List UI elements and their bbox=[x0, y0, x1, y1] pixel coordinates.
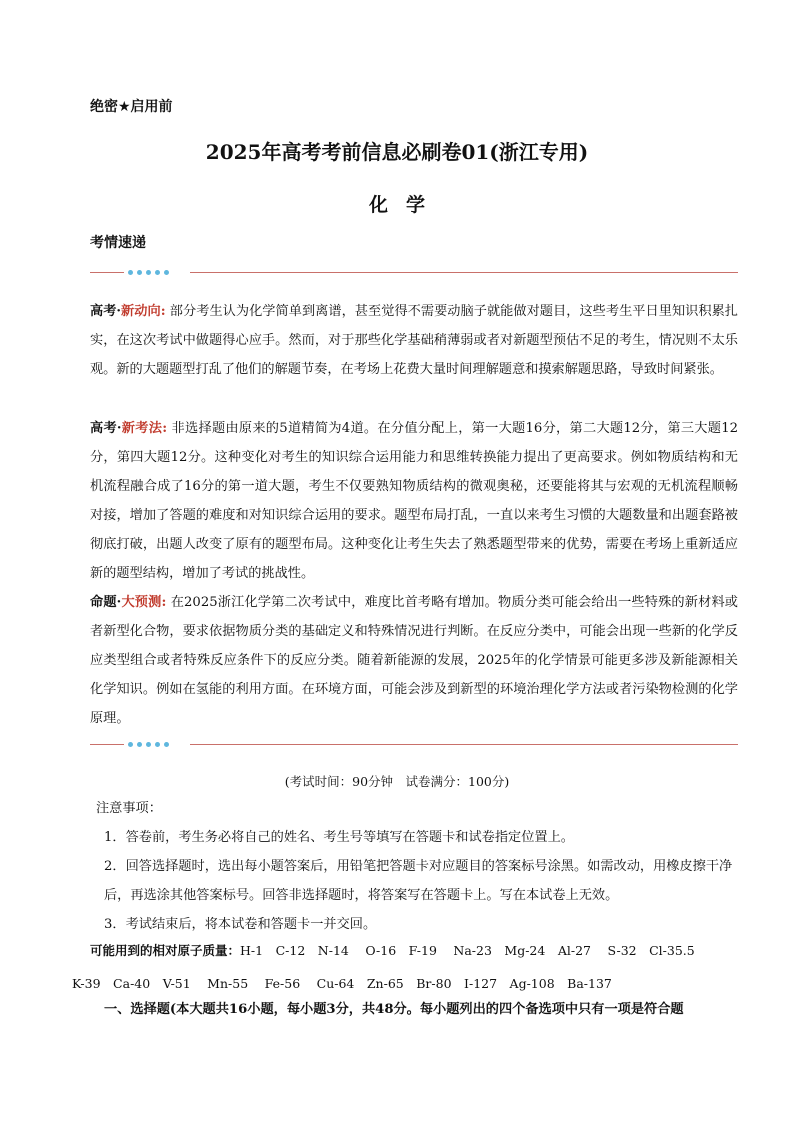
atomic-masses-line2: K-39 Ca-40 V-51 Mn-55 Fe-56 Cu-64 Zn-65 Br-80 I-127 Ag-108 Ba-137 bbox=[72, 976, 612, 991]
paragraph-highlight: 新动向: bbox=[121, 304, 166, 319]
paragraph-text: 在2025浙江化学第二次考试中，难度比首考略有增加。物质分类可能会给出一些特殊的新材料或者新型化合物，要求依据物质分类的基础定义和特殊情况进行判断。在反应分类中，可能会出现一些新的化学反应类型组合或者特殊反应条件下的反应分类。随着新能源的发展，2025年的化学情景可能更多涉及新能源相关化学知识。例如在氢能的利用方面。在环境方面，可能会涉及到新型的环境治理化学方法或者污染物检测的化学原理。 bbox=[90, 595, 738, 726]
atomic-masses-line1: H-1 C-12 N-14 O-16 F-19 Na-23 Mg-24 Al-27 S-32 Cl-35.5 bbox=[240, 943, 695, 958]
atomic-masses bbox=[72, 934, 752, 1000]
paragraph-new-method bbox=[90, 414, 738, 588]
paragraph-prediction bbox=[90, 588, 738, 733]
page-title: 2025年高考考前信息必刷卷01(浙江专用) bbox=[205, 140, 589, 164]
paragraph-text: 非选择题由原来的5道精简为4道。在分值分配上，第一大题16分，第二大题12分，第三大题12分，第四大题12分。这种变化对考生的知识综合运用能力和思维转换能力提出了更高要求。例如物质结构和无机流程融合成了16分的第一道大题，考生不仅要熟知物质结构的微观奥秘，还要能将其与宏观的无机流程顺畅对接，增加了答题的难度和对知识综合运用的要求。题型布局打乱，一直以来考生习惯的大题数量和出题套路被彻底打破，出题人改变了原有的题型布局。这种变化让考生失去了熟悉题型带来的优势，需要在考场上重新适应新的题型结构，增加了考试的挑战性。 bbox=[90, 421, 739, 581]
paragraph-tag: 高考· bbox=[90, 304, 122, 319]
paragraph-text: 部分考生认为化学简单到离谱，甚至觉得不需要动脑子就能做对题目，这些考生平日里知识积累扎实，在这次考试中做题得心应手。然而，对于那些化学基础稍薄弱或者对新题型预估不足的考生，情况则不太乐观。新的大题题型打乱了他们的解题节奏，在考场上花费大量时间理解题意和摸索解题思路，导致时间紧张。 bbox=[90, 304, 738, 377]
exam-info: (考试时间：90分钟 试卷满分：100分) bbox=[284, 774, 510, 789]
bottom-divider bbox=[90, 739, 738, 751]
atomic-masses-label: 可能用到的相对原子质量： bbox=[90, 943, 241, 958]
notes-heading: 注意事项： bbox=[96, 801, 162, 816]
paragraph-new-trend bbox=[90, 297, 738, 384]
note-item: 1．答卷前，考生务必将自己的姓名、考生号等填写在答题卡和试卷指定位置上。 bbox=[104, 830, 574, 845]
notes-block bbox=[96, 794, 736, 939]
note-item: 2．回答选择题时，选出每小题答案后，用铅笔把答题卡对应题目的答案标号涂黑。如需改动，用橡皮擦干净后，再选涂其他答案标号。回答非选择题时，将答案写在答题卡上。写在本试卷上无效。 bbox=[104, 859, 733, 903]
note-item: 3．考试结束后，将本试卷和答题卡一并交回。 bbox=[104, 917, 377, 932]
paragraph-tag: 高考· bbox=[90, 421, 122, 436]
subject-title: 化学 bbox=[368, 194, 443, 216]
confidential-label: 绝密★启用前 bbox=[90, 99, 173, 115]
section-title: 考情速递 bbox=[90, 235, 146, 251]
question-section-heading: 一、选择题(本大题共16小题，每小题3分，共48分。每小题列出的四个备选项中只有一项是符合题 bbox=[104, 1002, 684, 1017]
paragraph-tag: 命题· bbox=[90, 595, 122, 610]
paragraph-highlight: 大预测: bbox=[121, 595, 167, 610]
top-divider bbox=[90, 267, 738, 279]
paragraph-highlight: 新考法: bbox=[121, 421, 168, 436]
